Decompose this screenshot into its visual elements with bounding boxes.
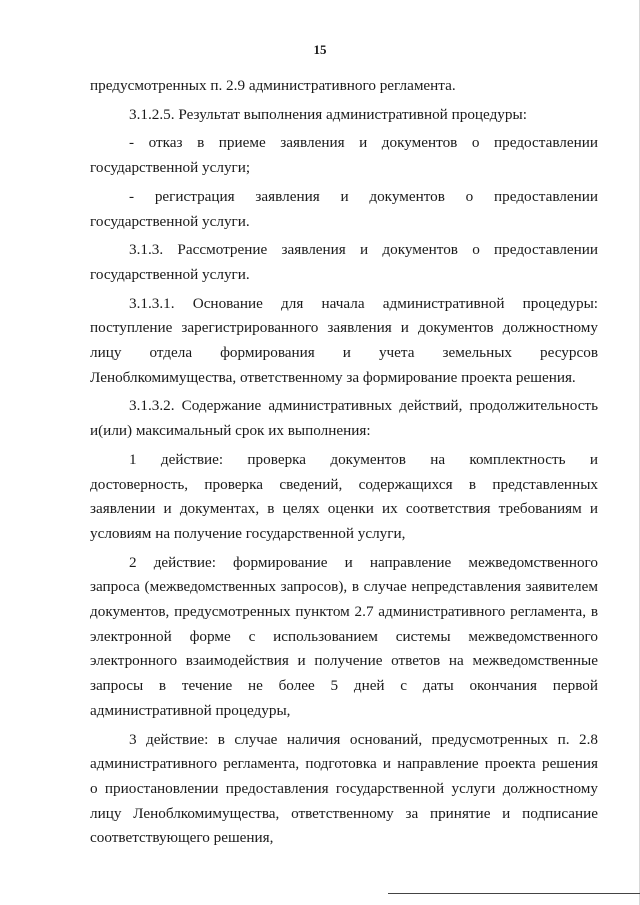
text-line: достоверность, проверка сведений, содержащихся в представленных [90, 475, 598, 493]
text-line: о приостановлении предоставления государственной услуги должностному [90, 779, 598, 797]
text-line: заявлении и документах, в целях оценки их соответствия требованиям и [90, 500, 598, 518]
text-line: государственной услуги. [90, 265, 250, 283]
text-line: 2 действие: формирование и направление межведомственного [129, 553, 598, 571]
text-line: запроса (межведомственных запросов), в случае непредставления заявителем [90, 578, 598, 596]
bottom-rule [388, 893, 640, 894]
text-line: предусмотренных п. 2.9 административного регламента. [90, 77, 456, 94]
text-line: 3.1.2.5. Результат выполнения административной процедуры: [129, 105, 527, 123]
text-line: государственной услуги; [90, 159, 251, 177]
text-line: условиям на получение государственной услуги, [90, 524, 406, 542]
text-line: 3.1.3.1. Основание для начала административной процедуры: [129, 294, 598, 312]
text-line: административной процедуры, [90, 701, 291, 719]
text-line: - регистрация заявления и документов о предоставлении [129, 187, 598, 205]
text-line: электронной форме с использованием системы межведомственного [90, 627, 598, 645]
text-line: документов, предусмотренных пунктом 2.7 административного регламента, в [90, 603, 598, 621]
text-line: запросы в течение не более 5 дней с даты окончания первой [90, 677, 598, 695]
page-number: 15 [313, 42, 327, 57]
document-body [90, 74, 598, 851]
text-line: государственной услуги. [90, 212, 250, 230]
text-line: 3.1.3.2. Содержание административных действий, продолжительность [129, 397, 598, 415]
text-line: лицу отдела формирования и учета земельных ресурсов [90, 344, 598, 362]
text-line: административного регламента, подготовка и направление проекта решения [90, 755, 598, 773]
text-line: соответствующего решения, [90, 829, 274, 847]
text-line: 1 действие: проверка документов на комплектность и [129, 450, 598, 468]
text-line: электронного взаимодействия и получение ответов на межведомственные [90, 652, 598, 670]
text-line: 3 действие: в случае наличия оснований, предусмотренных п. 2.8 [129, 730, 598, 748]
text-line: и(или) максимальный срок их выполнения: [90, 422, 371, 440]
text-line: лицу Леноблкомимущества, ответственному за принятие и подписание [90, 804, 598, 822]
text-line: - отказ в приеме заявления и документов о предоставлении [129, 134, 598, 152]
text-line: Леноблкомимущества, ответственному за формирование проекта решения. [90, 368, 576, 386]
text-line: 3.1.3. Рассмотрение заявления и документов о предоставлении [129, 241, 598, 259]
text-line: поступление зарегистрированного заявления и документов должностному [90, 319, 598, 337]
